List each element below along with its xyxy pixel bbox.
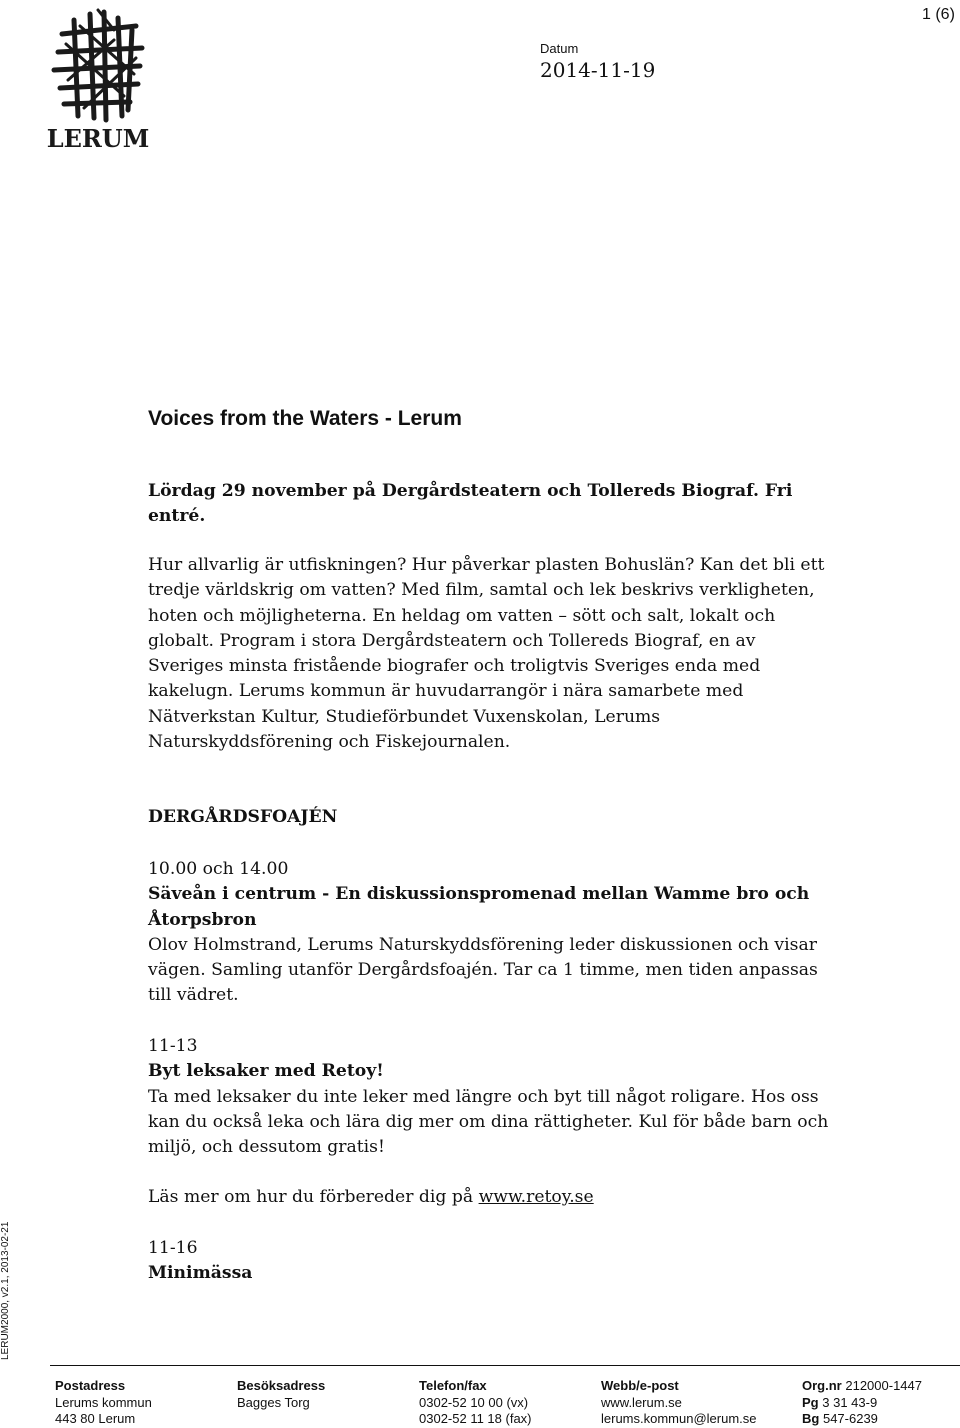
event-description-line: Olov Holmstrand, Lerums Naturskyddsförening leder diskussionen och visar (148, 934, 817, 955)
footer-line: 0302-52 10 00 (vx) (419, 1394, 529, 1410)
footer-postadress (55, 1378, 152, 1428)
paragraph-line: Nätverkstan Kultur, Studieförbundet Vuxenskolan, Lerums (148, 706, 661, 727)
footer-org-row (802, 1395, 922, 1412)
pg-label: Pg (802, 1394, 819, 1410)
date-label: Datum (540, 41, 579, 56)
paragraph-line: tredje världskrig om vatten? Med film, samtal och lek beskrivs verkligheten, (148, 580, 815, 601)
footer-divider (50, 1365, 960, 1366)
paragraph-line: Hur allvarlig är utfiskningen? Hur påverkar plasten Bohuslän? Kan det bli ett (148, 555, 825, 575)
footer-line: 0302-52 11 18 (fax) (419, 1411, 532, 1426)
footer-org-row (802, 1411, 922, 1428)
event-time: 11-16 (148, 1238, 198, 1258)
footer-telefon (419, 1378, 532, 1428)
event-title-line: Säveån i centrum - En diskussionspromenad mellan Wamme bro och (148, 884, 810, 905)
document-version-text: LERUM2000, v2.1, 2013-02-21 (0, 1221, 11, 1360)
footer-heading: Webb/e-post (601, 1378, 679, 1393)
footer-line: 443 80 Lerum (55, 1411, 136, 1426)
retoy-more-info (148, 1185, 594, 1210)
footer-email-link[interactable]: lerums.kommun@lerum.se (601, 1411, 757, 1426)
event-title-line: Åtorpsbron (148, 909, 257, 930)
paragraph-line: Sveriges minsta fristående biografer och troligtvis Sveriges enda med (148, 656, 761, 677)
event-1 (148, 857, 818, 1009)
intro-line: entré. (148, 506, 206, 527)
paragraph-line: kakelugn. Lerums kommun är huvudarrangör i nära samarbete med (148, 681, 744, 702)
lerum-logo-mark (44, 4, 152, 154)
page-number: 1 (6) (922, 6, 955, 23)
footer-org-row (802, 1378, 922, 1395)
event-title-line: Byt leksaker med Retoy! (148, 1061, 384, 1082)
footer-besoksadress (237, 1378, 325, 1411)
footer-heading: Telefon/fax (419, 1378, 487, 1393)
org-value: 212000-1447 (845, 1378, 922, 1393)
footer-heading: Besöksadress (237, 1378, 326, 1393)
date-value: 2014-11-19 (540, 58, 656, 82)
event-description-line: miljö, och dessutom gratis! (148, 1137, 385, 1158)
footer-heading: Postadress (55, 1378, 126, 1393)
event-description-line: kan du också leka och lära dig mer om dina rättigheter. Kul för både barn och (148, 1111, 829, 1132)
event-title-line: Minimässa (148, 1263, 253, 1284)
event-time: 11-13 (148, 1036, 198, 1056)
footer-web-link[interactable]: www.lerum.se (601, 1394, 682, 1410)
section-heading: DERGÅRDSFOAJÉN (148, 807, 338, 827)
event-description-line: till vädret. (148, 985, 239, 1006)
logo-text: LERUM (46, 124, 150, 153)
footer-line: Lerums kommun (55, 1394, 152, 1410)
bg-label: Bg (802, 1411, 820, 1426)
document-title: Voices from the Waters - Lerum (148, 407, 462, 430)
retoy-link[interactable]: www.retoy.se (478, 1187, 594, 1207)
bg-value: 547-6239 (822, 1411, 878, 1426)
footer-org (802, 1378, 922, 1428)
event-time: 10.00 och 14.00 (148, 859, 289, 879)
event-2 (148, 1034, 828, 1160)
event-3 (148, 1236, 252, 1287)
event-description-line: Ta med leksaker du inte leker med längre och byt till något roligare. Hos oss (148, 1086, 819, 1107)
intro-paragraph (148, 553, 824, 755)
event-description-line: vägen. Samling utanför Dergårdsfoajén. Tar ca 1 timme, men tiden anpassas (148, 960, 818, 981)
org-label: Org.nr (802, 1378, 842, 1393)
paragraph-line: hoten och möjligheterna. En heldag om vatten – sött och salt, lokalt och (148, 605, 776, 626)
more-info-text: Läs mer om hur du förbereder dig på (148, 1187, 479, 1207)
paragraph-line: globalt. Program i stora Dergårdsteatern och Tollereds Biograf, en av (148, 630, 756, 651)
intro (148, 479, 792, 530)
footer-webb (601, 1378, 757, 1428)
lerum-logo (44, 4, 152, 154)
pg-value: 3 31 43-9 (822, 1394, 878, 1410)
footer-line: Bagges Torg (237, 1394, 310, 1410)
paragraph-line: Naturskyddsförening och Fiskejournalen. (148, 732, 511, 753)
intro-line: Lördag 29 november på Dergårdsteatern och Tollereds Biograf. Fri (148, 481, 793, 501)
